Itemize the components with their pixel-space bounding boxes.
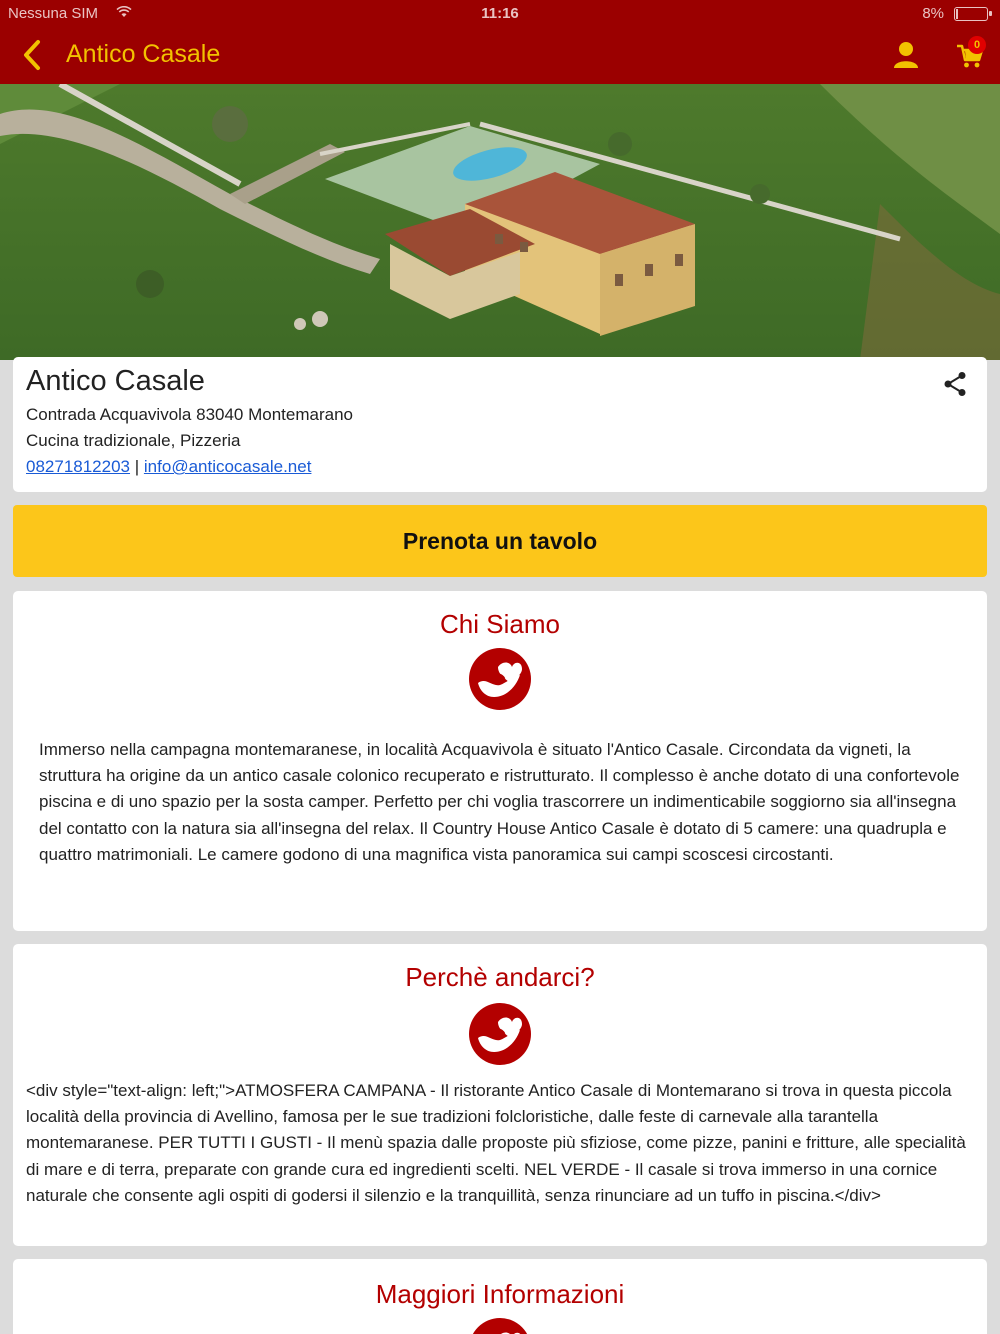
hand-heart-icon — [468, 1317, 532, 1334]
section-title: Maggiori Informazioni — [375, 1279, 625, 1309]
section-chi-siamo — [13, 591, 987, 931]
cart-count-badge: 0 — [968, 36, 986, 54]
share-icon[interactable] — [943, 371, 967, 397]
section-title: Chi Siamo — [440, 609, 560, 639]
phone-link[interactable]: 08271812203 — [26, 457, 131, 476]
battery-percent: 8% — [922, 5, 944, 22]
restaurant-name: Antico Casale — [26, 365, 205, 397]
section-perche-andarci — [13, 944, 987, 1246]
section-title: Perchè andarci? — [405, 962, 595, 992]
clock: 11:16 — [481, 5, 519, 22]
book-table-button[interactable]: Prenota un tavolo — [13, 505, 987, 577]
email-link[interactable]: info@anticocasale.net — [143, 457, 312, 476]
battery-icon — [954, 7, 988, 21]
section-body-text: <div style="text-align: left;">ATMOSFERA CAMPANA - Il ristorante Antico Casale di Montemarano si trova in questa piccola località della provincia di Avellino, famosa per le sue tradizioni folcloristiche, dalle feste di carnevale alla tarantella montemaranese. PER TUTTI I GUSTI - Il menù spazia dalle proposte più sfiziose, come pizze, panini e fritture, alle specialità di mare e di terra, preparate con grande cura ed ingredienti scelti. NEL VERDE - Il casale si trova immerso in una cornice naturale che consente agli ospiti di godersi il silenzio e la tranquillità, senza rinunciare ad un tuffo in piscina.</div> — [26, 1081, 966, 1205]
section-maggiori-informazioni — [13, 1259, 987, 1334]
restaurant-address: Contrada Acquavivola 83040 Montemarano — [26, 405, 353, 424]
status-bar — [0, 0, 1000, 28]
hero-photo — [0, 84, 1000, 360]
back-chevron-icon[interactable] — [18, 38, 48, 72]
hand-heart-icon — [468, 1002, 532, 1066]
nav-bar — [0, 28, 1000, 84]
user-icon[interactable] — [892, 40, 920, 70]
page-title: Antico Casale — [66, 40, 221, 68]
contact-line — [26, 457, 311, 477]
hand-heart-icon — [468, 647, 532, 711]
restaurant-cuisine: Cucina tradizionale, Pizzeria — [26, 431, 241, 450]
carrier-label: Nessuna SIM — [8, 5, 99, 22]
contact-separator: | — [134, 457, 140, 476]
section-body-text: Immerso nella campagna montemaranese, in località Acquavivola è situato l'Antico Casale. Circondata da vigneti, la struttura ha origine da un antico casale colonico recuperato e ristrutturato. Il complesso è anche dotato di una confortevole piscina e di uno spazio per la sosta camper. Perfetto per chi voglia trascorrere un indimenticabile soggiorno sia all'insegna del contatto con la natura sia all'insegna del relax. Il Country House Antico Casale è dotato di 5 camere: una quadrupla e quattro matrimoniali. Le camere godono di una magnifica vista panoramica sui campi scoscesi circostanti. — [39, 740, 960, 864]
restaurant-info-card — [13, 357, 987, 492]
